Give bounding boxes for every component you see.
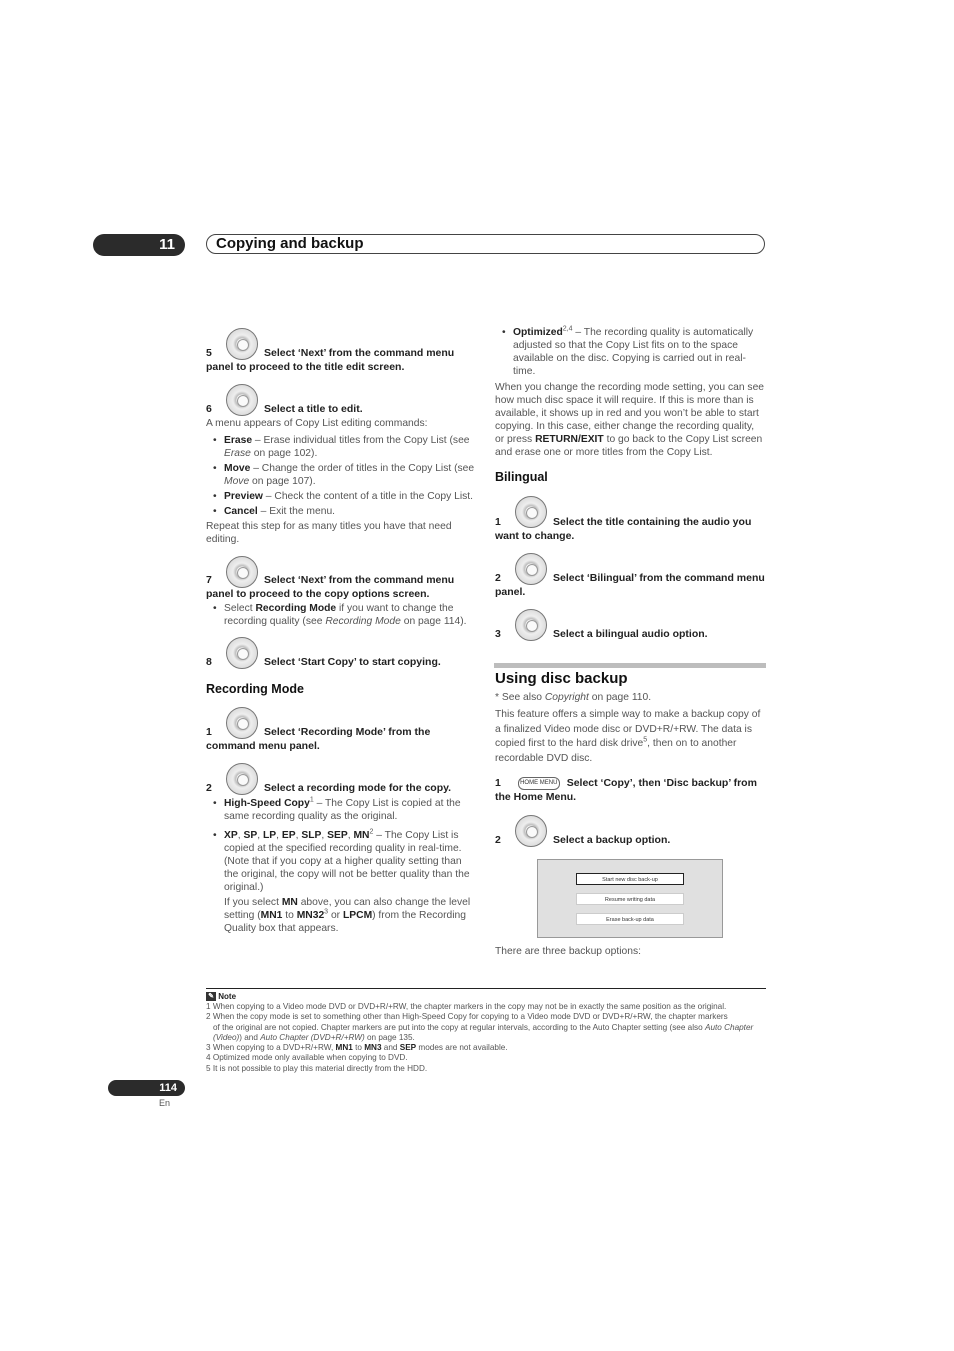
recording-mode-heading: Recording Mode [206,682,304,696]
rec-step-2: 2 Select a recording mode for the copy. [206,782,452,794]
high-speed-copy: • High-Speed Copy$^1$ – The Copy List is copied at the same recording quality as the original. [206,797,478,823]
backup-options-menu [537,859,723,938]
step6-intro: A menu appears of Copy List editing commands: [206,418,428,429]
note-header: ✎ Note [206,990,236,1003]
backup-step-1: 1 HOME MENU Select ‘Copy’, then ‘Disc backup’ from the Home Menu. [495,777,757,803]
step-7: 7 Select ‘Next’ from the command menu panel to proceed to the copy options screen. [206,574,455,600]
cmd-move: • Move – Change the order of titles in the Copy List (see Move on page 107). [206,462,478,488]
menu-resume-writing[interactable]: Resume writing data [576,893,684,905]
note-1: 1 When copying to a Video mode DVD or DVD+R/+RW, the chapter markers in the copy may not be in exactly the same position as the original. [206,1002,727,1011]
page-number: 114 [108,1080,185,1096]
step-8: 8 Select ‘Start Copy’ to start copying. [206,656,441,668]
cmd-cancel: • Cancel – Exit the menu. [206,505,478,518]
cmd-preview: • Preview – Check the content of a title in the Copy List. [206,490,478,503]
step-5: 5 Select ‘Next’ from the command menu panel to proceed to the title edit screen. [206,347,455,373]
note-2-cont: of the original are not copied. Chapter markers are put into the copy at regular intervals, according to the Auto Chapter setting (see also Auto Chapter (Video)) and Auto Chapter (DVD+R/+RW) on page 135. [213,1022,754,1042]
repeat-text: Repeat this step for as many titles you have that need editing. [206,521,452,545]
see-also: * See also Copyright on page 110. [495,692,652,703]
note-2: 2 When the copy mode is set to something other than High-Speed Copy for copying to a Video mode DVD or DVD+R/+RW, the chapter markers [206,1012,728,1022]
cmd-erase: • Erase – Erase individual titles from the Copy List (see Erase on page 102). [206,434,478,460]
optimized-mode: • Optimized$^{2,4}$ – The recording quality is automatically adjusted so that the Copy List fits on to the space available on the disc. Copying is carried out in real-time. [495,326,766,378]
left-column [206,326,478,934]
backup-intro: This feature offers a simple way to make a backup copy of a finalized Video mode disc or DVD+R/+RW. The data is copied first to the hard disk drive$^5$, then on to another recordable DVD disc. [495,709,761,764]
notes-divider [206,988,766,989]
backup-step-2: 2 Select a backup option. [495,834,671,846]
mn-note: If you select MN above, you can also change the level setting (MN1 to $MN32^3$ or LPCM) from the Recording Quality box that appears. [224,897,471,934]
rec-step-1: 1 Select ‘Recording Mode’ from the command menu panel. [206,726,431,752]
language-code: En [159,1098,171,1108]
menu-erase-backup[interactable]: Erase back-up data [576,913,684,925]
bil-step-2: 2 Select ‘Bilingual’ from the command menu panel. [495,572,765,598]
step7-bullet: • Select Recording Mode if you want to change the recording quality (see Recording Mode on page 114). [206,602,478,628]
change-mode-text: When you change the recording mode setting, you can see how much disc space it will require. If this is more than is available, it shows up in red and you won’t be able to start copying. In this case, either change the recording quality, or press RETURN/EXIT to go back to the Copy List screen and erase one or more titles from the Copy List. [495,382,765,458]
section-divider [494,663,766,668]
recording-modes: • XP, SP, LP, EP, SLP, SEP, $MN^2$ – The Copy List is copied at the specified recording quality in real-time. (Note that if you copy at a higher quality setting than the original, the copy will not be better quality than the original.) [206,829,478,894]
bilingual-heading: Bilingual [495,470,548,484]
note-4: 4 Optimized mode only available when copying to DVD. [206,1053,408,1063]
disc-backup-heading: Using disc backup [495,670,628,687]
bil-step-1: 1 Select the title containing the audio you want to change. [495,516,752,542]
bil-step-3: 3 Select a bilingual audio option. [495,628,708,640]
right-column [495,325,766,640]
chapter-title: Copying and backup [216,235,364,252]
footnotes [206,1002,766,1074]
three-options-text: There are three backup options: [495,946,641,957]
menu-start-new-backup[interactable]: Start new disc back-up [576,873,684,885]
chapter-number: 11 [93,234,185,256]
home-menu-button-icon: HOME MENU [518,777,560,790]
note-5: 5 It is not possible to play this material directly from the HDD. [206,1063,428,1073]
step-6: 6 Select a title to edit. [206,403,363,415]
note-3: 3 When copying to a DVD+R/+RW, MN1 to MN3 and SEP modes are not available. [206,1043,508,1053]
note-icon: ✎ [206,992,216,1001]
